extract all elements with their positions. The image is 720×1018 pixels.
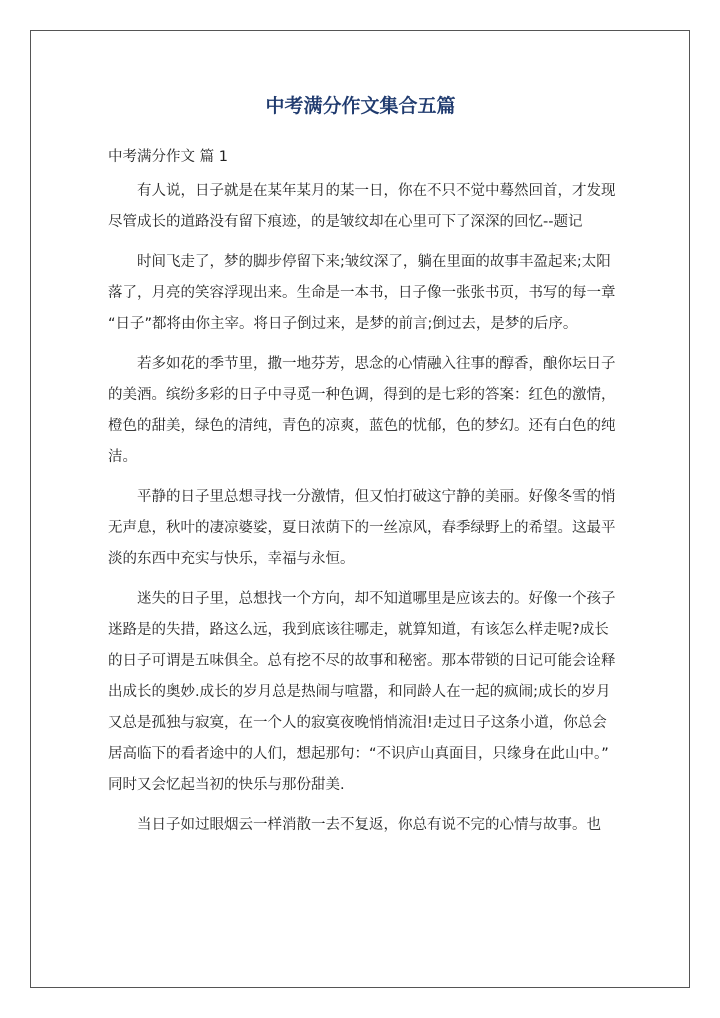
paragraph-line: 的日子可谓是五味俱全。总有挖不尽的故事和秘密。那本带锁的日记可能会诠释: [108, 653, 616, 669]
paragraph-line: 居高临下的看者途中的人们，想起那句：“不识庐山真面目，只缘身在此山中。”: [108, 746, 609, 762]
paragraph: [108, 482, 616, 575]
paragraph-line: 洁。: [108, 449, 137, 465]
paragraph: [108, 810, 613, 841]
paragraph: [108, 584, 616, 801]
paragraph: [108, 247, 616, 340]
document-title: 中考满分作文集合五篇: [265, 95, 456, 117]
paragraph-line: 淡的东西中充实与快乐，幸福与永恒。: [108, 551, 355, 567]
paragraph-line: “日子”都将由你主宰。将日子倒过来，是梦的前言;倒过去，是梦的后序。: [108, 316, 578, 332]
paragraph-line: 平静的日子里总想寻找一分激情，但又怕打破这宁静的美丽。好像冬雪的悄: [137, 489, 616, 505]
paragraph-line: 有人说，日子就是在某年某月的某一日，你在不只不觉中蓦然回首，才发现: [137, 183, 616, 199]
document-content: [108, 90, 616, 841]
paragraph-line: 无声息，秋叶的凄凉婆娑，夏日浓荫下的一丝凉风，春季绿野上的希望。这最平: [108, 520, 616, 536]
paragraph-line: 出成长的奥妙.成长的岁月总是热闹与喧嚣，和同龄人在一起的疯闹;成长的岁月: [108, 684, 611, 700]
paragraph-line: 尽管成长的道路没有留下痕迹，的是皱纹却在心里可下了深深的回忆--题记: [108, 214, 583, 230]
paragraph: [108, 349, 616, 473]
paragraph: [108, 176, 616, 238]
paragraph-list: [108, 176, 616, 841]
paragraph-line: 若多如花的季节里，撒一地芬芳，思念的心情融入往事的醇香，酿你坛日子: [137, 356, 616, 372]
section-heading: 中考满分作文 篇 1: [108, 149, 228, 165]
paragraph-line: 迷失的日子里，总想找一个方向，却不知道哪里是应该去的。好像一个孩子: [137, 591, 616, 607]
paragraph-line: 落了，月亮的笑容浮现出来。生命是一本书，日子像一张张书页，书写的每一章: [108, 285, 616, 301]
paragraph-line: 又总是孤独与寂寞，在一个人的寂寞夜晚悄悄流泪!走过日子这条小道，你总会: [108, 715, 607, 731]
paragraph-line: 橙色的甜美，绿色的清纯，青色的凉爽，蓝色的忧郁，色的梦幻。还有白色的纯: [108, 418, 616, 434]
paragraph-line: 同时又会忆起当初的快乐与那份甜美.: [108, 777, 345, 793]
paragraph-line: 的美酒。缤纷多彩的日子中寻觅一种色调，得到的是七彩的答案：红色的激情，: [108, 387, 616, 403]
paragraph-line: 时间飞走了，梦的脚步停留下来;皱纹深了，躺在里面的故事丰盈起来;太阳: [137, 254, 611, 270]
paragraph-line: 迷路是的失措，路这么远，我到底该往哪走，就算知道，有该怎么样走呢?成长: [108, 622, 609, 638]
paragraph-line: 当日子如过眼烟云一样消散一去不复返，你总有说不完的心情与故事。也: [137, 817, 601, 833]
